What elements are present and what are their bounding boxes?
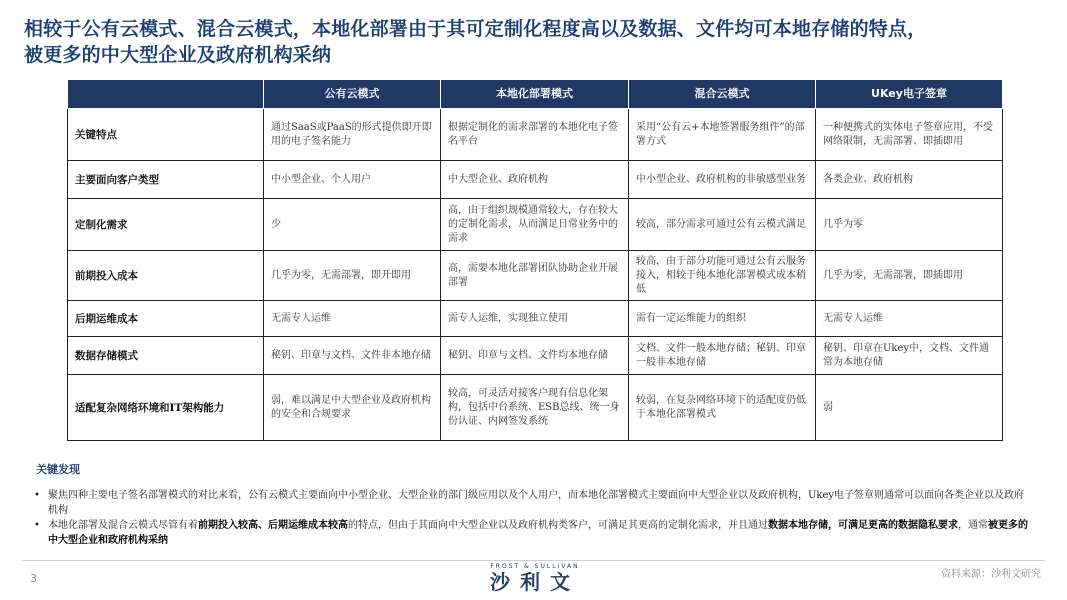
row-header: 定制化需求: [68, 199, 264, 251]
table-cell: 文档、文件一般本地存储；秘钥、印章一般非本地存储: [629, 337, 816, 375]
finding-text: ，通常: [958, 520, 988, 531]
table-cell: 秘钥、印章与文档、文件均本地存储: [441, 337, 629, 375]
bullet-icon: •: [34, 490, 40, 501]
table-cell: 无需专人运维: [264, 301, 441, 337]
page-title-line-2: 被更多的中大型企业及政府机构采纳: [24, 44, 332, 66]
source-note: 资料来源：沙利文研究: [941, 569, 1041, 580]
list-item: [34, 488, 1034, 518]
table-cell: 较弱，在复杂网络环境下的适配度仍低于本地化部署模式: [629, 375, 816, 441]
logo-wordmark: FROST & SULLIVAN: [490, 563, 580, 570]
page-title: [24, 16, 1054, 68]
table-cell: 较高，部分需求可通过公有云模式满足: [629, 199, 816, 251]
table-cell: 较高，由于部分功能可通过公有云服务接入，相较于纯本地化部署模式成本稍低: [629, 251, 816, 301]
table-row: [68, 199, 1003, 251]
row-header: 后期运维成本: [68, 301, 264, 337]
comparison-table: [67, 79, 1003, 441]
table-cell: 高，需要本地化部署团队协助企业开展部署: [441, 251, 629, 301]
table-cell: 中大型企业、政府机构: [441, 161, 629, 199]
table-cell: 中小型企业、政府机构的非敏感型业务: [629, 161, 816, 199]
table-header-public-cloud: 公有云模式: [264, 80, 441, 109]
table-cell: 秘钥、印章与文档、文件非本地存储: [264, 337, 441, 375]
table-row: [68, 109, 1003, 161]
table-cell: 根据定制化的需求部署的本地化电子签名平台: [441, 109, 629, 161]
table-header-row: [68, 80, 1003, 109]
table-header-corner: [68, 80, 264, 109]
key-findings-title: 关键发现: [36, 463, 80, 476]
row-header: 关键特点: [68, 109, 264, 161]
table-cell: 通过SaaS或PaaS的形式提供即开即用的电子签名能力: [264, 109, 441, 161]
page-number: 3: [30, 572, 37, 585]
table-row: [68, 161, 1003, 199]
row-header: 前期投入成本: [68, 251, 264, 301]
row-header: 数据存储模式: [68, 337, 264, 375]
table-row: [68, 301, 1003, 337]
table-cell: 需专人运维，实现独立使用: [441, 301, 629, 337]
finding-text: 本地化部署及混合云模式尽管有着: [48, 520, 198, 531]
table-header-on-premise: 本地化部署模式: [441, 80, 629, 109]
key-findings-list: [34, 488, 1034, 548]
brand-logo: [470, 563, 600, 594]
table-header-hybrid-cloud: 混合云模式: [629, 80, 816, 109]
table-cell: 高，由于组织规模通常较大，存在较大的定制化需求，从而满足日常业务中的需求: [441, 199, 629, 251]
table-cell: 几乎为零，无需部署，即插即用: [816, 251, 1003, 301]
table-cell: 弱: [816, 375, 1003, 441]
bullet-icon: •: [34, 520, 40, 531]
table-cell: 需有一定运维能力的组织: [629, 301, 816, 337]
row-header: 主要面向客户类型: [68, 161, 264, 199]
table-cell: 采用“公有云+本地签署服务组件”的部署方式: [629, 109, 816, 161]
key-finding-1: 聚焦四种主要电子签名部署模式的对比来看，公有云模式主要面向中小型企业、大型企业的部门级应用以及个人用户，而本地化部署模式主要面向中大型企业以及政府机构，Ukey电子签章则通常可以面向各类企业以及政府机构: [48, 490, 1025, 516]
logo-chinese: 沙利文: [490, 570, 580, 594]
table-row: [68, 375, 1003, 441]
key-finding-2: [48, 518, 1034, 548]
table-cell: 几乎为零: [816, 199, 1003, 251]
list-item: [34, 518, 1034, 548]
page-title-line-1: 相较于公有云模式、混合云模式，本地化部署由于其可定制化程度高以及数据、文件均可本地存储的特点，: [24, 18, 927, 40]
finding-emphasis: 前期投入较高、后期运维成本较高: [198, 520, 348, 531]
table-cell: 几乎为零，无需部署，即开即用: [264, 251, 441, 301]
finding-emphasis: 被更多的中大型企业和政府机构采纳: [48, 520, 1028, 546]
finding-text: 的特点，但由于其面向中大型企业以及政府机构类客户，可满足其更高的定制化需求，并且通过: [348, 520, 768, 531]
table-row: [68, 251, 1003, 301]
finding-emphasis: 数据本地存储，可满足更高的数据隐私要求: [768, 520, 958, 531]
table-cell: 无需专人运维: [816, 301, 1003, 337]
table-row: [68, 337, 1003, 375]
row-header: 适配复杂网络环境和IT架构能力: [68, 375, 264, 441]
table-cell: 各类企业、政府机构: [816, 161, 1003, 199]
table-cell: 弱，难以满足中大型企业及政府机构的安全和合规要求: [264, 375, 441, 441]
table-cell: 秘钥、印章在Ukey中，文档、文件通常为本地存储: [816, 337, 1003, 375]
table-cell: 一种便携式的实体电子签章应用，不受网络限制，无需部署、即插即用: [816, 109, 1003, 161]
table-cell: 少: [264, 199, 441, 251]
table-cell: 较高，可灵活对接客户现有信息化架构，包括中台系统、ESB总线、统一身份认证、内网签发系统: [441, 375, 629, 441]
table-cell: 中小型企业、个人用户: [264, 161, 441, 199]
table-header-ukey: UKey电子签章: [816, 80, 1003, 109]
footer-divider: [22, 560, 1045, 561]
